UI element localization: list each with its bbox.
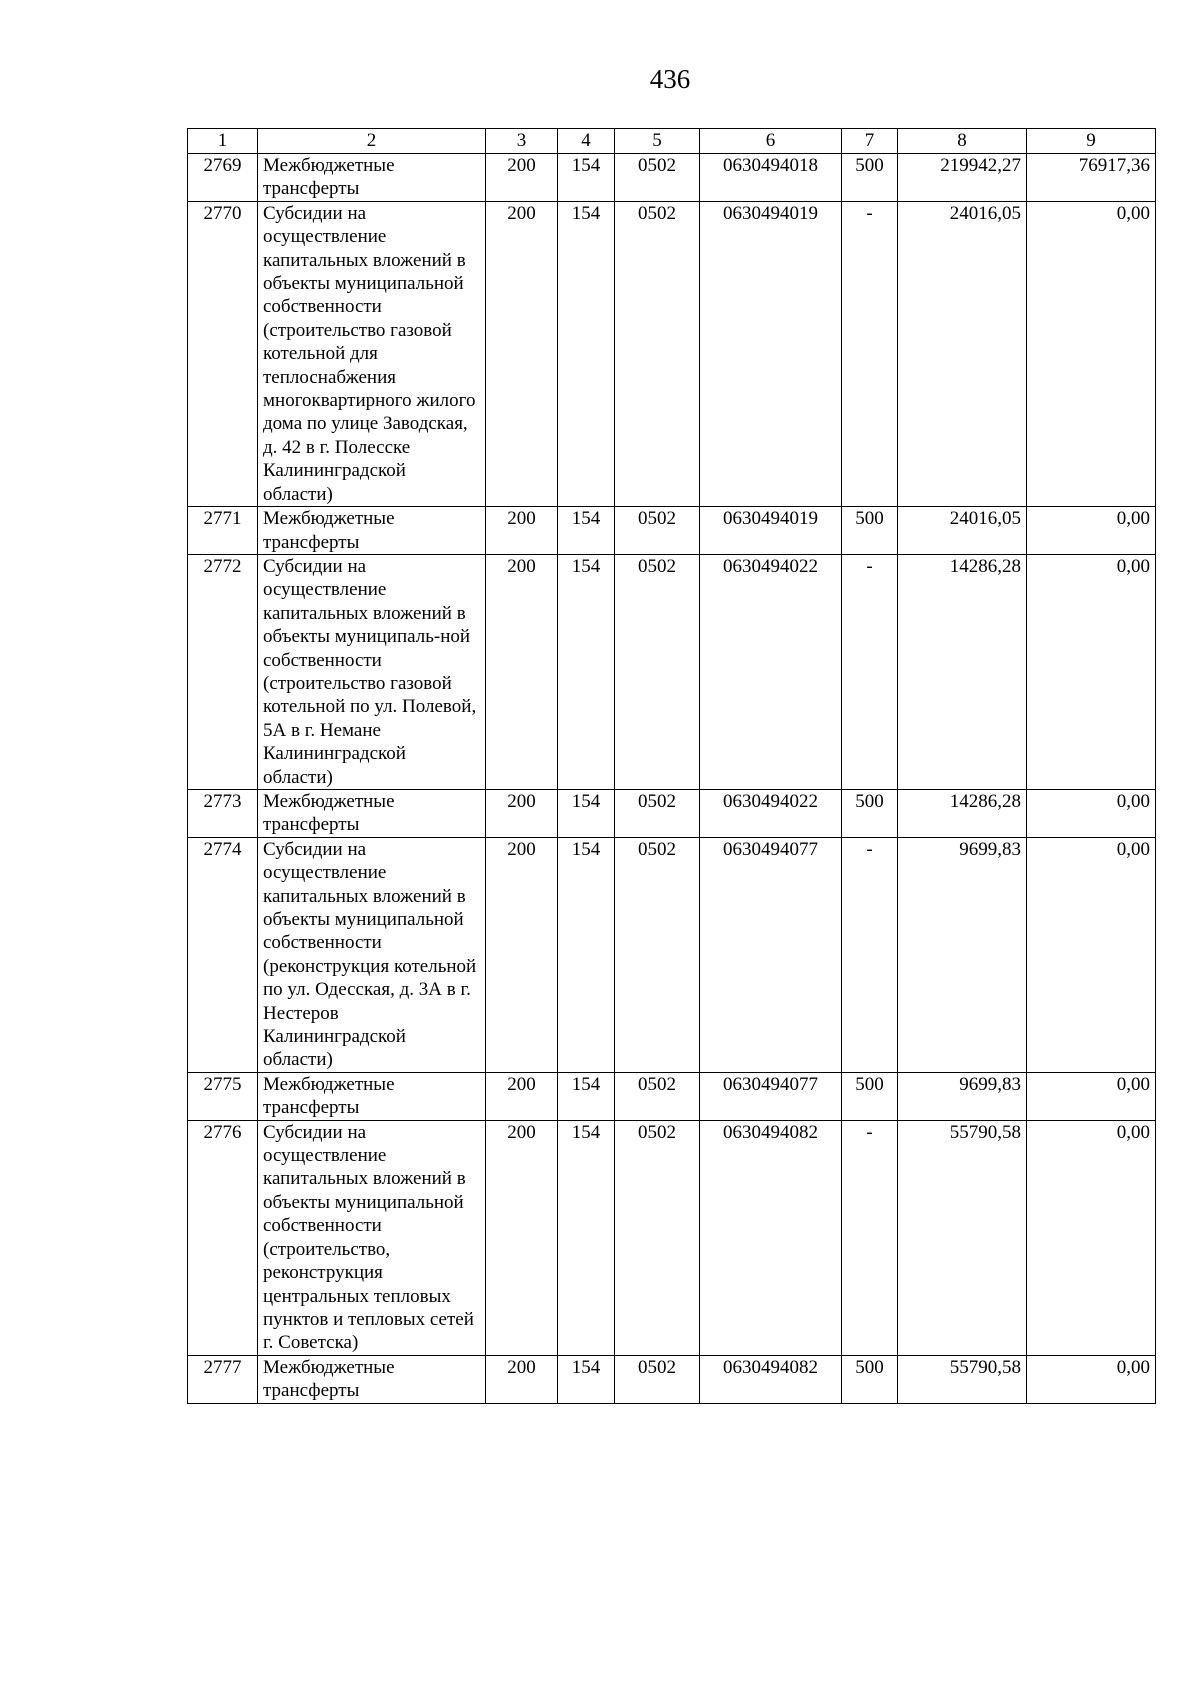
row-name: Субсидии на осуществление капитальных вложений в объекты муниципальной собственности (строительство, реконструкция центральных тепловых пунктов и тепловых сетей г. Советска) [258,1120,486,1355]
page-number: 436 [649,64,691,94]
cell-col-6: 0630494082 [700,1120,842,1355]
column-header: 3 [486,129,558,154]
cell-col-5: 0502 [615,554,700,789]
cell-col-3: 200 [486,554,558,789]
row-name: Межбюджетные трансферты [258,154,486,202]
column-header: 6 [700,129,842,154]
column-header: 1 [188,129,258,154]
row-number: 2776 [188,1120,258,1355]
cell-col-9: 76917,36 [1027,154,1156,202]
row-number: 2772 [188,554,258,789]
cell-col-6: 0630494077 [700,837,842,1072]
table-row [188,789,1156,837]
budget-table [187,128,1156,1404]
cell-col-4: 154 [558,1072,615,1120]
cell-col-6: 0630494019 [700,201,842,506]
column-header: 9 [1027,129,1156,154]
cell-col-8: 219942,27 [898,154,1027,202]
cell-col-3: 200 [486,789,558,837]
table-row [188,201,1156,506]
cell-col-5: 0502 [615,789,700,837]
cell-col-3: 200 [486,201,558,506]
row-name: Межбюджетные трансферты [258,789,486,837]
cell-col-6: 0630494022 [700,554,842,789]
column-header: 2 [258,129,486,154]
table-row [188,154,1156,202]
cell-col-5: 0502 [615,1355,700,1403]
cell-col-4: 154 [558,554,615,789]
row-number: 2773 [188,789,258,837]
cell-col-7: - [842,201,898,506]
cell-col-7: - [842,554,898,789]
table-row [188,507,1156,555]
table-row [188,554,1156,789]
cell-col-8: 24016,05 [898,201,1027,506]
cell-col-7: - [842,1120,898,1355]
cell-col-3: 200 [486,507,558,555]
row-name: Межбюджетные трансферты [258,507,486,555]
cell-col-8: 24016,05 [898,507,1027,555]
cell-col-9: 0,00 [1027,554,1156,789]
row-name: Субсидии на осуществление капитальных вложений в объекты муниципальной собственности (строительство газовой котельной для теплоснабжения многоквартирного жилого дома по улице Заводская, д. 42 в г. Полесске Калининградской области) [258,201,486,506]
cell-col-8: 14286,28 [898,554,1027,789]
cell-col-9: 0,00 [1027,201,1156,506]
cell-col-6: 0630494022 [700,789,842,837]
cell-col-4: 154 [558,507,615,555]
cell-col-8: 55790,58 [898,1355,1027,1403]
cell-col-5: 0502 [615,837,700,1072]
cell-col-5: 0502 [615,154,700,202]
cell-col-5: 0502 [615,1072,700,1120]
cell-col-4: 154 [558,201,615,506]
row-name: Межбюджетные трансферты [258,1355,486,1403]
header-row [188,129,1156,154]
cell-col-9: 0,00 [1027,1355,1156,1403]
cell-col-7: 500 [842,1355,898,1403]
row-number: 2777 [188,1355,258,1403]
cell-col-3: 200 [486,1072,558,1120]
column-header: 4 [558,129,615,154]
cell-col-8: 9699,83 [898,837,1027,1072]
cell-col-7: 500 [842,789,898,837]
row-number: 2770 [188,201,258,506]
cell-col-7: 500 [842,154,898,202]
cell-col-4: 154 [558,1355,615,1403]
table-row [188,837,1156,1072]
column-header: 7 [842,129,898,154]
cell-col-8: 9699,83 [898,1072,1027,1120]
row-name: Субсидии на осуществление капитальных вложений в объекты муниципальной собственности (реконструкция котельной по ул. Одесская, д. 3А в г. Нестеров Калининградской области) [258,837,486,1072]
row-name: Субсидии на осуществление капитальных вложений в объекты муниципаль-ной собственности (строительство газовой котельной по ул. Полевой, 5А в г. Немане Калининградской области) [258,554,486,789]
table-row [188,1072,1156,1120]
cell-col-6: 0630494018 [700,154,842,202]
cell-col-3: 200 [486,1120,558,1355]
row-name: Межбюджетные трансферты [258,1072,486,1120]
table-row [188,1120,1156,1355]
cell-col-9: 0,00 [1027,507,1156,555]
cell-col-3: 200 [486,837,558,1072]
table-row [188,1355,1156,1403]
cell-col-7: 500 [842,507,898,555]
cell-col-4: 154 [558,1120,615,1355]
cell-col-5: 0502 [615,507,700,555]
cell-col-7: - [842,837,898,1072]
cell-col-5: 0502 [615,201,700,506]
column-header: 8 [898,129,1027,154]
cell-col-4: 154 [558,789,615,837]
cell-col-6: 0630494077 [700,1072,842,1120]
row-number: 2769 [188,154,258,202]
cell-col-7: 500 [842,1072,898,1120]
cell-col-6: 0630494082 [700,1355,842,1403]
cell-col-3: 200 [486,1355,558,1403]
cell-col-5: 0502 [615,1120,700,1355]
row-number: 2775 [188,1072,258,1120]
cell-col-6: 0630494019 [700,507,842,555]
cell-col-8: 55790,58 [898,1120,1027,1355]
cell-col-9: 0,00 [1027,1120,1156,1355]
cell-col-8: 14286,28 [898,789,1027,837]
cell-col-9: 0,00 [1027,1072,1156,1120]
cell-col-4: 154 [558,154,615,202]
cell-col-9: 0,00 [1027,837,1156,1072]
cell-col-9: 0,00 [1027,789,1156,837]
column-header: 5 [615,129,700,154]
row-number: 2774 [188,837,258,1072]
cell-col-3: 200 [486,154,558,202]
cell-col-4: 154 [558,837,615,1072]
row-number: 2771 [188,507,258,555]
